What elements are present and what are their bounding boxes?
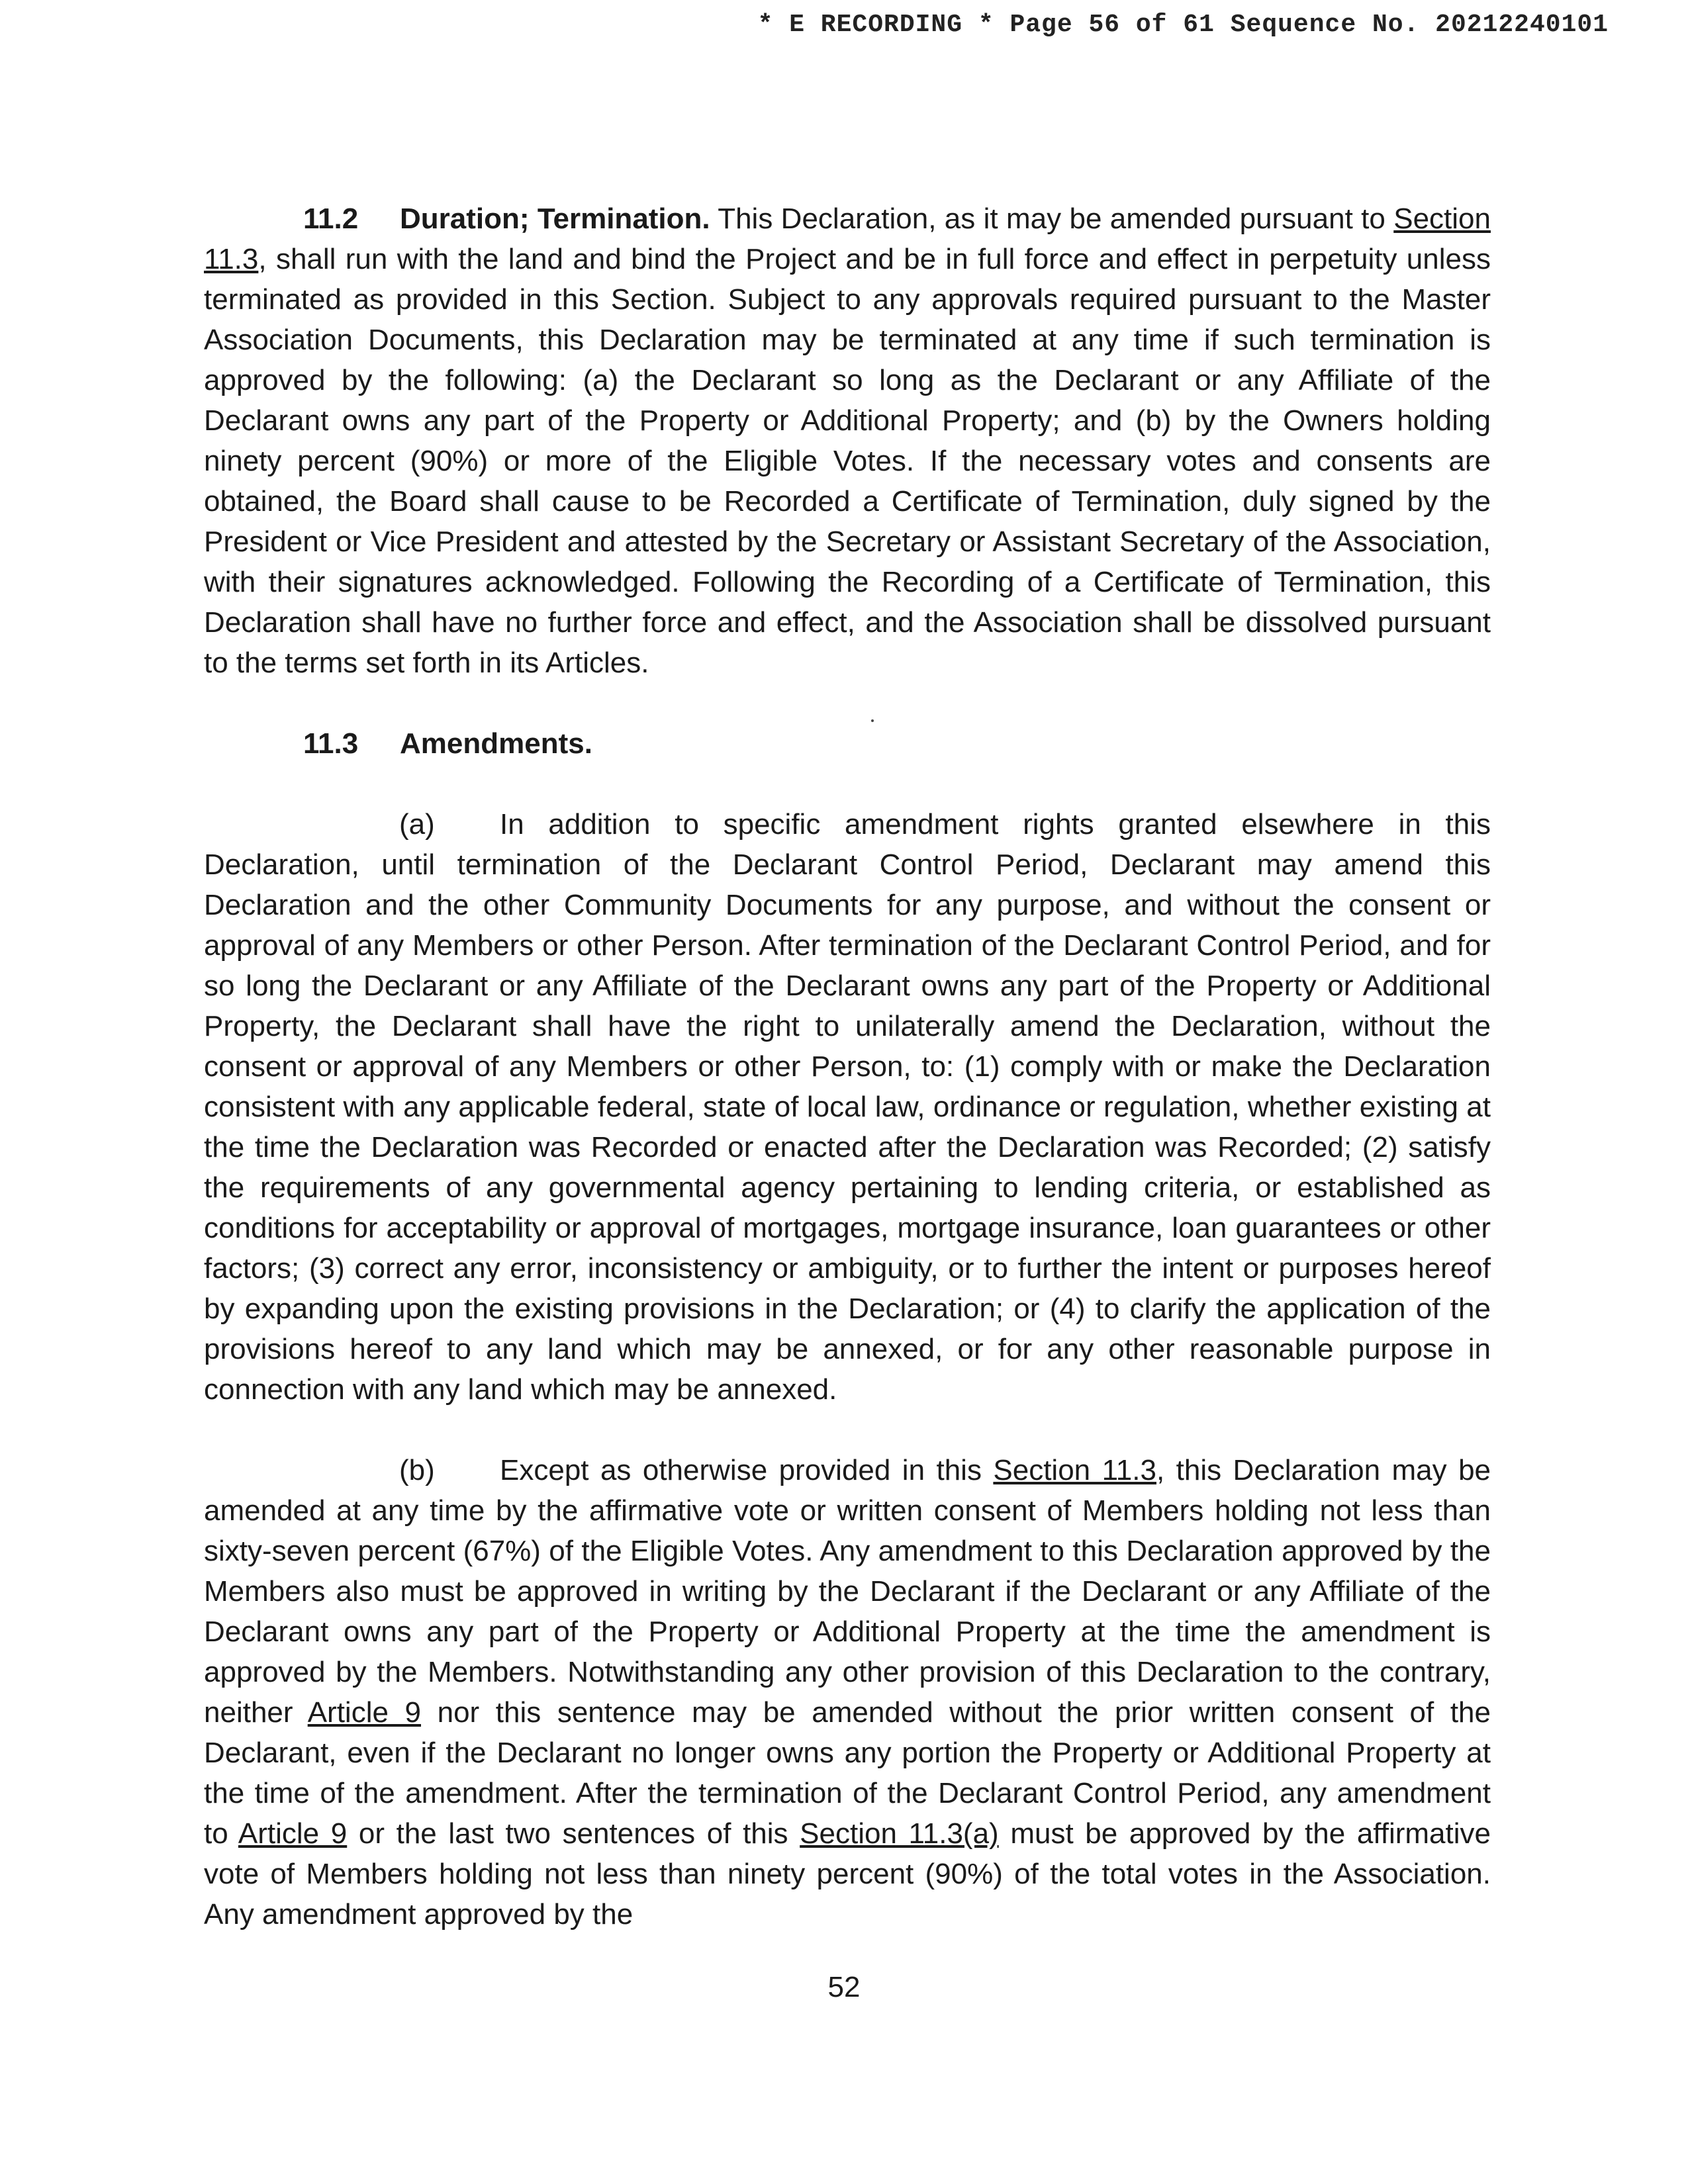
section-11-3-number: 11.3 <box>303 727 359 760</box>
article-9-reference: Article 9 <box>307 1696 422 1729</box>
page-number: 52 <box>827 1971 861 2003</box>
section-11-2-paragraph <box>204 199 1491 683</box>
section-11-3-b-text-2: , this Declaration may be amended at any time by the affirmative vote or written consent of Members holding not less than sixty-seven percent (67%) of the Eligible Votes. Any amendment to this Declaration approved by the Members also must be approved in writing by the Declarant if the Declarant or any Affiliate of the Declarant owns any part of the Property or Additional Property at the time the amendment is approved by the Members. Notwithstanding any other provision of this Declaration to the contrary, neither <box>204 1454 1491 1729</box>
section-11-3-b-text-1: Except as otherwise provided in this <box>500 1454 994 1486</box>
recording-stamp-header: * E RECORDING * Page 56 of 61 Sequence No. 20212240101 <box>757 11 1609 39</box>
section-11-3-heading <box>204 723 1491 764</box>
section-11-3-b-text-4: or the last two sentences of this <box>347 1817 800 1850</box>
section-11-3-reference: Section 11.3 <box>204 203 1491 275</box>
section-11-3-title: Amendments. <box>400 727 592 760</box>
section-11-3-a-reference: Section 11.3(a) <box>800 1817 999 1850</box>
article-9-reference: Article 9 <box>238 1817 348 1850</box>
section-11-3-b-paragraph <box>204 1450 1491 1934</box>
section-11-2-text-2: , shall run with the land and bind the Project and be in full force and effect in perpetuity unless terminated as provided in this Section. Subject to any approvals required pursuant to the Master Association Documents, this Declaration may be terminated at any time if such termination is approved by the following: (a) the Declarant so long as the Declarant or any Affiliate of the Declarant owns any part of the Property or Additional Property; and (b) by the Owners holding ninety percent (90%) or more of the Eligible Votes. If the necessary votes and consents are obtained, the Board shall cause to be Recorded a Certificate of Termination, duly signed by the President or Vice President and attested by the Secretary or Assistant Secretary of the Association, with their signatures acknowledged. Following the Recording of a Certificate of Termination, this Declaration shall have no further force and effect, and the Association shall be dissolved pursuant to the terms set forth in its Articles. <box>204 243 1491 679</box>
section-11-2-title: Duration; Termination. <box>400 203 710 235</box>
document-body <box>204 199 1491 1975</box>
section-11-2-text-1: This Declaration, as it may be amended pursuant to <box>710 203 1394 235</box>
scan-speck <box>871 719 874 722</box>
section-11-3-a-label: (a) <box>399 808 435 841</box>
section-11-3-a-text: In addition to specific amendment rights granted elsewhere in this Declaration, until termination of the Declarant Control Period, Declarant may amend this Declaration and the other Community Documents for any purpose, and without the consent or approval of any Members or other Person. After termination of the Declarant Control Period, and for so long the Declarant or any Affiliate of the Declarant owns any part of the Property or Additional Property, the Declarant shall have the right to unilaterally amend the Declaration, without the consent or approval of any Members or other Person, to: (1) comply with or make the Declaration consistent with any applicable federal, state of local law, ordinance or regulation, whether existing at the time the Declaration was Recorded or enacted after the Declaration was Recorded; (2) satisfy the requirements of any governmental agency pertaining to lending criteria, or established as conditions for acceptability or approval of mortgages, mortgage insurance, loan guarantees or other factors; (3) correct any error, inconsistency or ambiguity, or to further the intent or purposes hereof by expanding upon the existing provisions in the Declaration; or (4) to clarify the application of the provisions hereof to any land which may be annexed, or for any other reasonable purpose in connection with any land which may be annexed. <box>204 808 1491 1406</box>
section-11-3-b-label: (b) <box>399 1454 435 1486</box>
section-11-3-b-text-5: must be approved by the affirmative vote of Members holding not less than ninety percent (90%) of the total votes in the Association. Any amendment approved by the <box>204 1817 1491 1931</box>
section-11-3-a-paragraph <box>204 804 1491 1410</box>
section-11-3-reference: Section 11.3 <box>993 1454 1156 1486</box>
section-11-2-number: 11.2 <box>303 203 359 235</box>
section-11-3-b-text-3: nor this sentence may be amended without the prior written consent of the Declarant, even if the Declarant no longer owns any portion the Property or Additional Property at the time of the amendment. After the termination of the Declarant Control Period, any amendment to <box>204 1696 1491 1850</box>
